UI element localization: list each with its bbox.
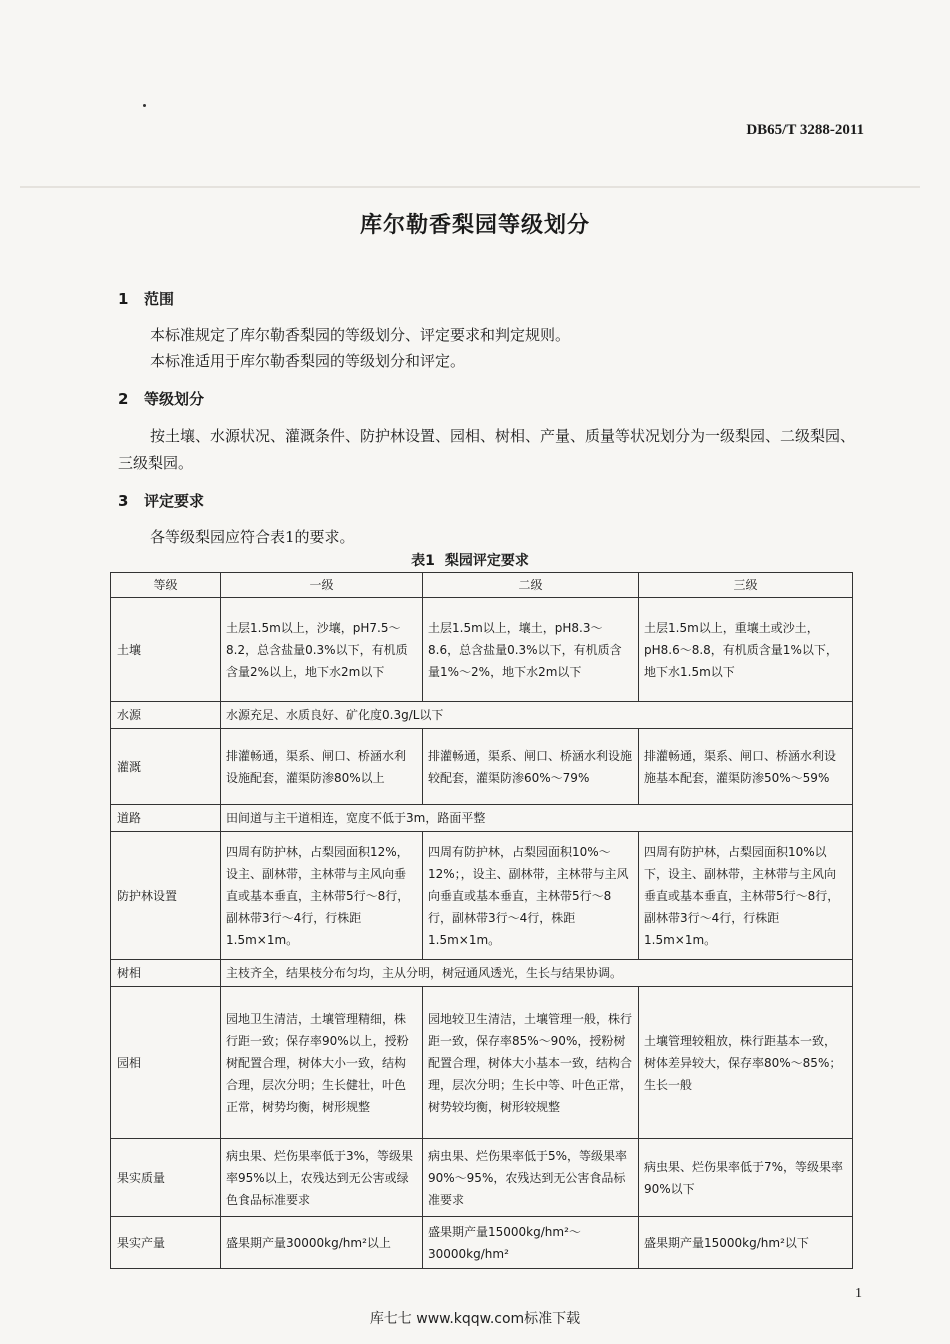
footer-watermark: 库七七 www.kqqw.com标准下载 (369, 1311, 581, 1327)
table-cell: 土壤管理较粗放，株行距基本一致，树体差异较大，保存率80%～85%；生长一般 (639, 987, 853, 1139)
table-caption-number: 表1 (411, 553, 435, 569)
document-title: 库尔勒香梨园等级划分 (359, 213, 590, 238)
table-cell: 园地卫生清洁，土壤管理精细，株行距一致；保存率90%以上，授粉树配置合理，树体大小一致，结构合理，层次分明；生长健壮，叶色正常，树势均衡，树形规整 (221, 987, 423, 1139)
table-cell: 病虫果、烂伤果率低于3%，等级果率95%以上，农残达到无公害或绿色食品标准要求 (221, 1139, 423, 1217)
table-caption (0, 550, 950, 570)
header-grade-2: 二级 (423, 573, 639, 598)
table-cell: 排灌畅通，渠系、闸口、桥涵水利设施基本配套，灌渠防渗50%～59% (639, 729, 853, 805)
table-row-road (111, 805, 853, 832)
paragraph: 按土壤、水源状况、灌溉条件、防护林设置、园相、树相、产量、质量等状况划分为一级梨园、二级梨园、三级梨园。 (118, 427, 856, 472)
row-label: 果实质量 (111, 1139, 221, 1217)
table-header-row (111, 573, 853, 598)
row-label: 道路 (111, 805, 221, 832)
table-cell: 土层1.5m以上，重壤土或沙土，pH8.6～8.8，有机质含量1%以下，地下水1.5m以下 (639, 598, 853, 702)
header-grade-1: 一级 (221, 573, 423, 598)
row-label: 灌溉 (111, 729, 221, 805)
table-caption-text: 梨园评定要求 (444, 553, 529, 569)
table-cell: 土层1.5m以上，壤土，pH8.3～8.6，总含盐量0.3%以下，有机质含量1%～2%，地下水2m以下 (423, 598, 639, 702)
section-number: 1 (118, 290, 129, 308)
section-heading-requirements (118, 490, 204, 511)
table-cell: 排灌畅通，渠系、闸口、桥涵水利设施配套，灌渠防渗80%以上 (221, 729, 423, 805)
table-row-shelterbelt (111, 832, 853, 960)
table-cell: 土层1.5m以上，沙壤，pH7.5～8.2，总含盐量0.3%以下，有机质含量2%以上，地下水2m以下 (221, 598, 423, 702)
row-label: 防护林设置 (111, 832, 221, 960)
requirements-table (110, 572, 853, 1269)
section-number: 2 (118, 390, 129, 408)
section-title: 等级划分 (144, 390, 205, 408)
header-grade-3: 三级 (639, 573, 853, 598)
page-number: 1 (855, 1286, 862, 1301)
table-cell: 盛果期产量15000kg/hm²以下 (639, 1217, 853, 1269)
table-cell: 四周有防护林，占梨园面积10%～12%；，设主、副林带，主林带与主风向垂直或基本垂直，主林带5行～8行，副林带3行～4行，株距1.5m×1m。 (423, 832, 639, 960)
row-label: 园相 (111, 987, 221, 1139)
table-cell: 盛果期产量15000kg/hm²～30000kg/hm² (423, 1217, 639, 1269)
table-row-orchard-appearance (111, 987, 853, 1139)
scan-artifact-line (20, 186, 920, 188)
paragraph: 各等级梨园应符合表1的要求。 (150, 528, 355, 546)
paragraph: 本标准适用于库尔勒香梨园的等级划分和评定。 (150, 352, 466, 370)
table-cell: 盛果期产量30000kg/hm²以上 (221, 1217, 423, 1269)
table-cell: 四周有防护林，占梨园面积12%，设主、副林带，主林带与主风向垂直或基本垂直，主林带5行～8行，副林带3行～4行，行株距1.5m×1m。 (221, 832, 423, 960)
table-row-fruit-yield (111, 1217, 853, 1269)
header-grade: 等级 (111, 573, 221, 598)
table-cell: 病虫果、烂伤果率低于5%，等级果率90%～95%，农残达到无公害食品标准要求 (423, 1139, 639, 1217)
table-row-irrigation (111, 729, 853, 805)
row-label: 果实产量 (111, 1217, 221, 1269)
document-code: DB65/T 3288-2011 (746, 122, 864, 138)
table-row-fruit-quality (111, 1139, 853, 1217)
section-heading-scope (118, 288, 174, 309)
table-row-soil (111, 598, 853, 702)
table-row-tree-form (111, 960, 853, 987)
section-title: 评定要求 (144, 492, 205, 510)
table-row-water (111, 702, 853, 729)
scan-speck (143, 104, 146, 107)
table-cell-merged: 主枝齐全，结果枝分布匀均，主从分明，树冠通风透光，生长与结果协调。 (221, 960, 853, 987)
section-title: 范围 (144, 290, 175, 308)
table-cell-merged: 水源充足、水质良好、矿化度0.3g/L以下 (221, 702, 853, 729)
section-number: 3 (118, 492, 129, 510)
table-cell: 排灌畅通，渠系、闸口、桥涵水利设施较配套，灌渠防渗60%～79% (423, 729, 639, 805)
table-cell: 四周有防护林，占梨园面积10%以下，设主、副林带，主林带与主风向垂直或基本垂直，主林带5行～8行，副林带3行～4行，行株距1.5m×1m。 (639, 832, 853, 960)
paragraph: 本标准规定了库尔勒香梨园的等级划分、评定要求和判定规则。 (150, 326, 571, 344)
row-label: 水源 (111, 702, 221, 729)
table-cell-merged: 田间道与主干道相连，宽度不低于3m，路面平整 (221, 805, 853, 832)
row-label: 树相 (111, 960, 221, 987)
table-cell: 园地较卫生清洁，土壤管理一般，株行距一致，保存率85%～90%，授粉树配置合理，树体大小基本一致，结构合理，层次分明；生长中等、叶色正常，树势较均衡，树形较规整 (423, 987, 639, 1139)
table-cell: 病虫果、烂伤果率低于7%，等级果率90%以下 (639, 1139, 853, 1217)
row-label: 土壤 (111, 598, 221, 702)
section-heading-grading (118, 388, 204, 409)
